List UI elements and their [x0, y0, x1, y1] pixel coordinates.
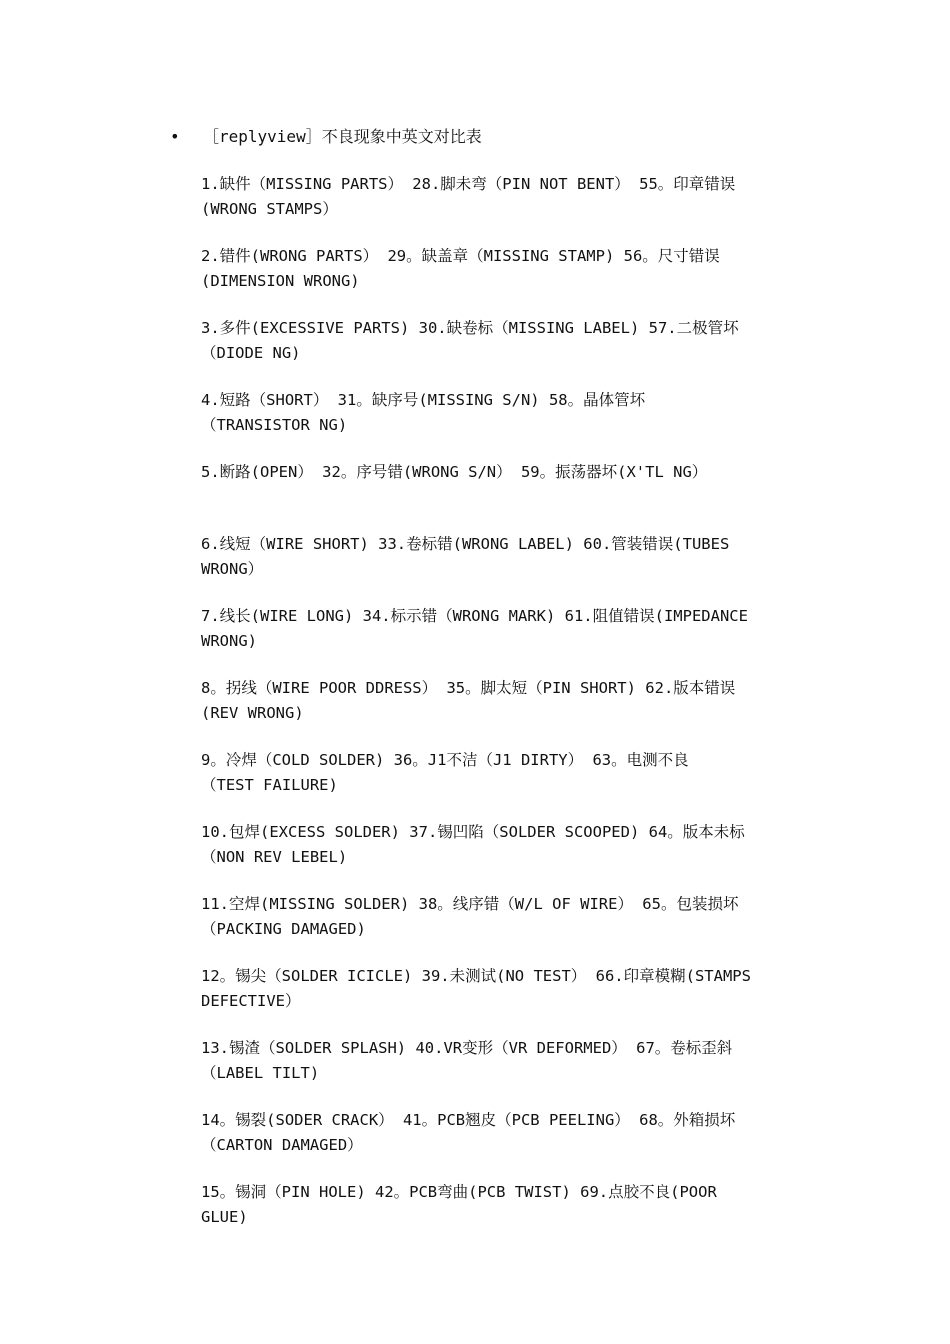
list-item: 2.错件(WRONG PARTS） 29。缺盖章（MISSING STAMP) 56。尺寸错误 (DIMENSION WRONG) — [201, 247, 720, 290]
list-item: 13.锡渣（SOLDER SPLASH) 40.VR变形（VR DEFORMED） 67。卷标歪斜 （LABEL TILT) — [201, 1039, 733, 1082]
list-item: 6.线短（WIRE SHORT) 33.卷标错(WRONG LABEL) 60.管装错误(TUBES WRONG） — [201, 535, 730, 578]
list-item: 8。拐线（WIRE POOR DDRESS） 35。脚太短（PIN SHORT) 62.版本错误 (REV WRONG) — [201, 679, 736, 722]
list-item: 11.空焊(MISSING SOLDER) 38。线序错（W/L OF WIRE） 65。包装损坏 （PACKING DAMAGED) — [201, 895, 739, 938]
list-item: 12。锡尖（SOLDER ICICLE) 39.未测试(NO TEST） 66.印章模糊(STAMPS DEFECTIVE） — [201, 967, 751, 1010]
list-bullet: • — [170, 127, 180, 146]
list-item: 1.缺件（MISSING PARTS） 28.脚未弯（PIN NOT BENT） 55。印章错误 (WRONG STAMPS） — [201, 175, 736, 218]
list-item: 7.线长(WIRE LONG) 34.标示错（WRONG MARK) 61.阻值错误(IMPEDANCE WRONG) — [201, 607, 748, 650]
list-item: 4.短路（SHORT） 31。缺序号(MISSING S/N) 58。晶体管坏 （TRANSISTOR NG) — [201, 391, 646, 434]
list-item: 14。锡裂(SODER CRACK） 41。PCB翘皮（PCB PEELING） 68。外箱损坏 （CARTON DAMAGED） — [201, 1111, 736, 1154]
list-item: 9。冷焊（COLD SOLDER) 36。J1不洁（J1 DIRTY） 63。电测不良 （TEST FAILURE) — [201, 751, 689, 794]
list-item: 10.包焊(EXCESS SOLDER) 37.锡凹陷（SOLDER SCOOPED) 64。版本未标 （NON REV LEBEL) — [201, 823, 745, 866]
list-item: 15。锡洞（PIN HOLE) 42。PCB弯曲(PCB TWIST) 69.点胶不良(POOR GLUE) — [201, 1183, 717, 1226]
list-item: 3.多件(EXCESSIVE PARTS) 30.缺卷标（MISSING LABEL) 57.二极管坏 （DIODE NG) — [201, 319, 739, 362]
defect-list — [201, 172, 811, 1252]
list-item: 5.断路(OPEN） 32。序号错(WRONG S/N） 59。振荡器坏(X'TL NG） — [201, 463, 708, 481]
document-heading: ［replyview］不良现象中英文对比表 — [203, 127, 482, 146]
